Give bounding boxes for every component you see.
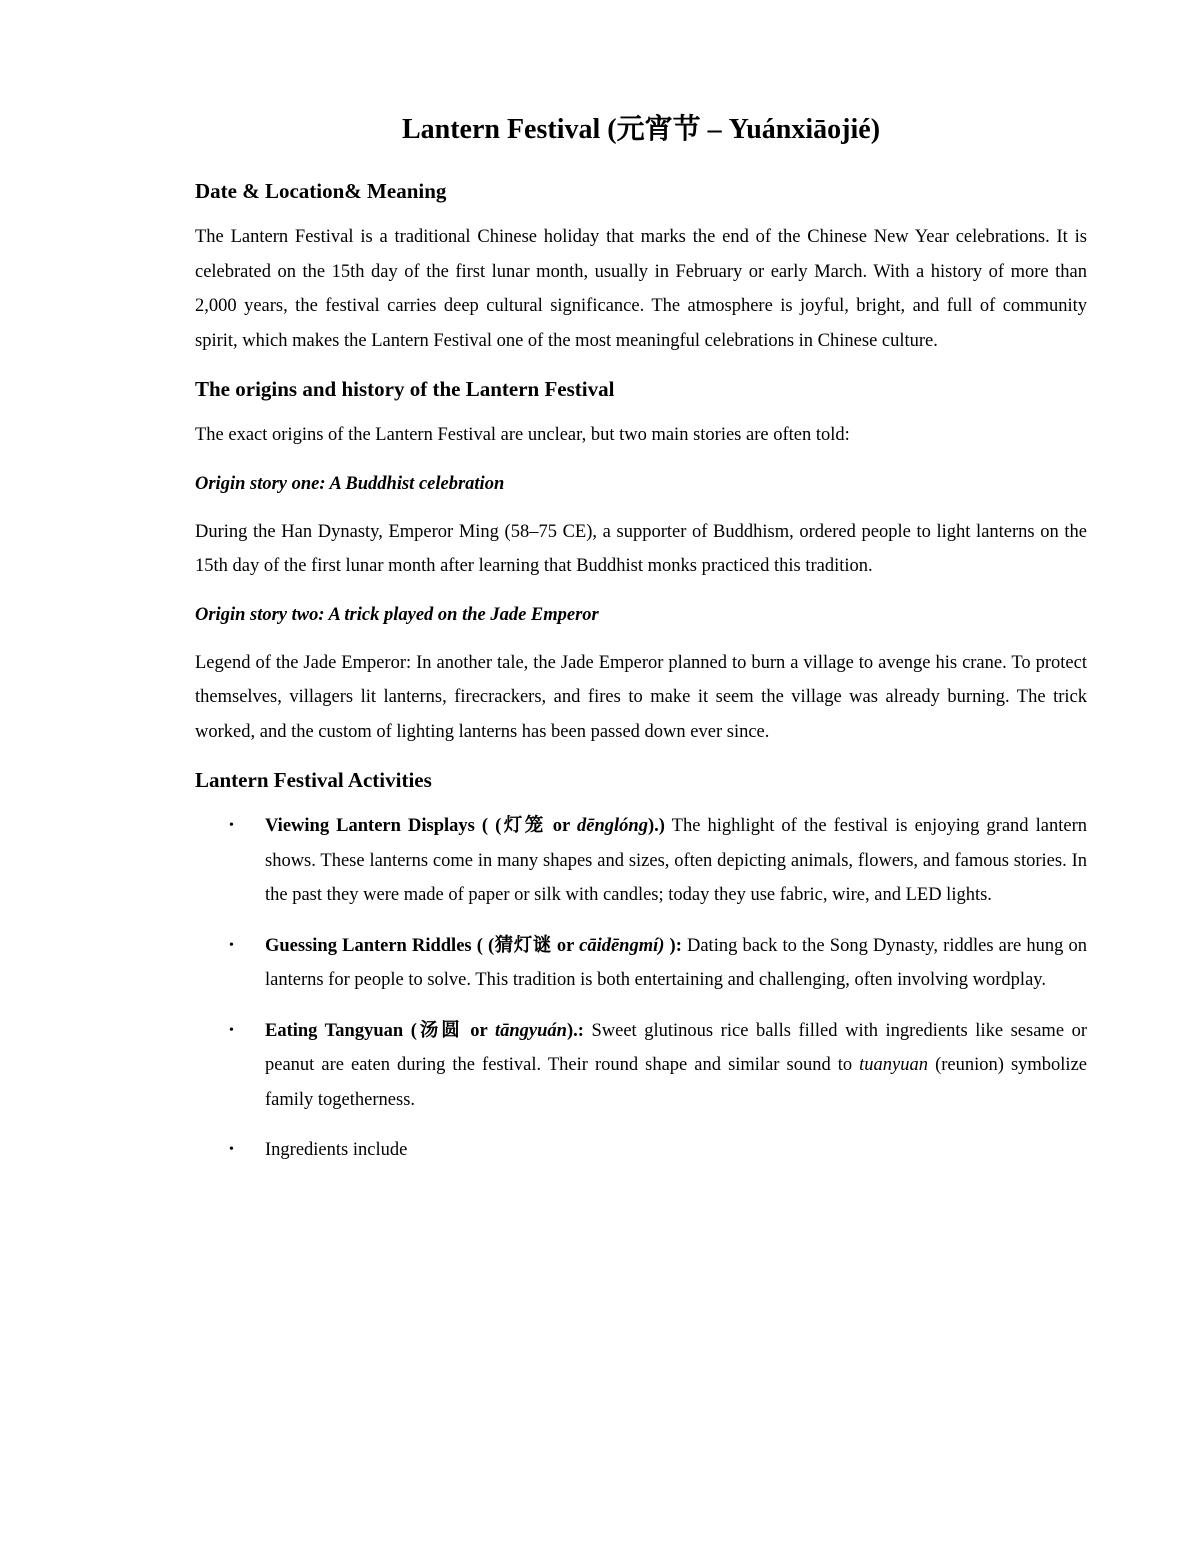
origin-story-two-title: Origin story two: A trick played on the Jade Emperor [195,604,599,625]
bullet-icon: • [229,1142,234,1157]
section-heading-origins: The origins and history of the Lantern Festival [195,377,615,401]
activity-description: The highlight of the festival is enjoying grand lantern shows. These lanterns come in many shapes and sizes, often depicting animals, flowers, and famous stories. In the past they were made of paper or silk with candles; today they use fabric, wire, and LED lights. [265,816,1087,905]
document-body [195,110,1087,1184]
activity-term: Guessing Lantern Riddles ( (猜灯谜 or cāidēngmí) ): [265,935,682,956]
section-heading-activities: Lantern Festival Activities [195,768,432,792]
section-paragraph-meaning: The Lantern Festival is a traditional Chinese holiday that marks the end of the Chinese New Year celebrations. It is celebrated on the 15th day of the first lunar month, usually in February or early March. With a history of more than 2,000 years, the festival carries deep cultural significance. The atmosphere is joyful, bright, and full of community spirit, which makes the Lantern Festival one of the most meaningful celebrations in Chinese culture. [195,227,1087,351]
activity-term: Viewing Lantern Displays ( (灯笼 or dēnglóng).) [265,816,665,836]
bullet-icon: • [229,1022,234,1038]
activity-description: Sweet glutinous rice balls filled with ingredients like sesame or peanut are eaten during the festival. Their round shape and similar sound to tuanyuan (reunion) symbolize family togetherness. [265,1020,1088,1110]
activity-term: Eating Tangyuan (汤圆 or tāngyuán).: [265,1020,584,1041]
bullet-icon: • [229,937,234,953]
activities-list [195,809,1087,1168]
origin-story-one-title: Origin story one: A Buddhist celebration [195,473,505,494]
origins-intro: The exact origins of the Lantern Festival are unclear, but two main stories are often told: [195,425,850,445]
list-item-lantern-riddles [229,929,1087,998]
origin-story-one-text: During the Han Dynasty, Emperor Ming (58–75 CE), a supporter of Buddhism, ordered people to light lanterns on the 15th day of the first lunar month after learning that Buddhist monks practiced this tradition. [195,521,1087,576]
activity-description: Ingredients include [265,1140,408,1160]
list-item-tangyuan [229,1014,1088,1118]
activity-description: Dating back to the Song Dynasty, riddles are hung on lanterns for people to solve. This tradition is both entertaining and challenging, often involving wordplay. [265,935,1087,990]
list-item-ingredients [229,1133,1087,1168]
bullet-icon: • [229,818,234,833]
page-title: Lantern Festival (元宵节 – Yuánxiāojié) [401,114,881,145]
origin-story-two-text: Legend of the Jade Emperor: In another tale, the Jade Emperor planned to burn a village to avenge his crane. To protect themselves, villagers lit lanterns, firecrackers, and fires to make it seem the village was already burning. The trick worked, and the custom of lighting lanterns has been passed down ever since. [195,652,1087,742]
section-heading-date-location: Date & Location& Meaning [195,179,447,203]
list-item-lantern-displays [229,809,1087,913]
